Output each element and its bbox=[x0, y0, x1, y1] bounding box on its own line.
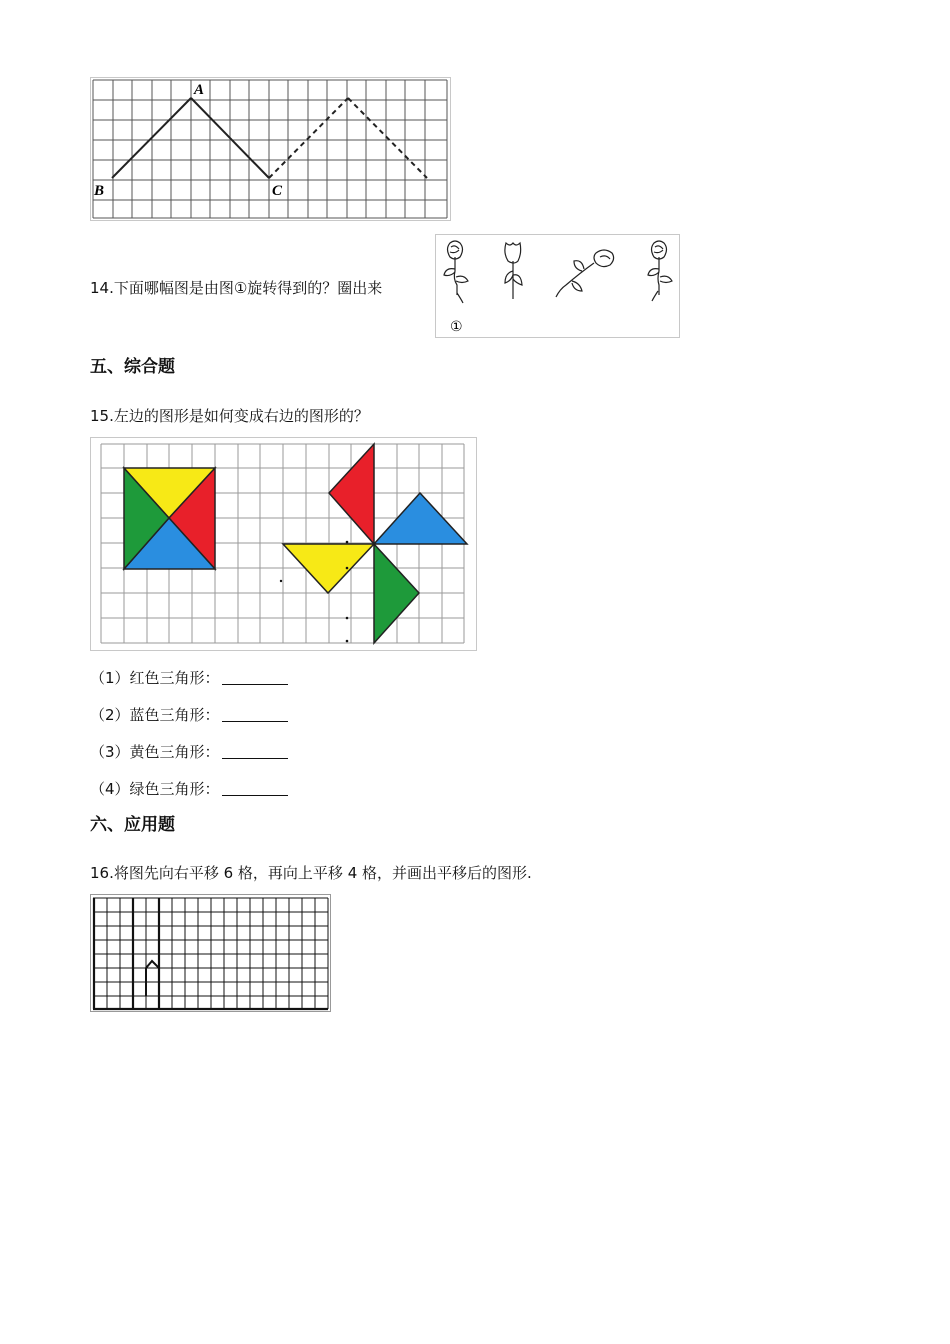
section-6-title: 六、应用题 bbox=[90, 815, 175, 835]
answer-label-green: （4）绿色三角形： bbox=[90, 780, 220, 798]
question-16: 16.将图先向右平移 6 格，再向上平移 4 格，并画出平移后的图形. bbox=[90, 864, 532, 882]
rose-4-icon bbox=[648, 241, 672, 301]
question-15: 15.左边的图形是如何变成右边的图形的？ bbox=[90, 407, 369, 425]
rose-1-icon bbox=[444, 241, 468, 303]
rose-options-svg bbox=[436, 235, 679, 337]
question-14: 14.下面哪幅图是由图①旋转得到的？圈出来 bbox=[90, 279, 383, 297]
grid-figure-abc bbox=[90, 77, 451, 221]
pinwheel-svg bbox=[91, 438, 476, 650]
rose-3-icon bbox=[556, 250, 614, 297]
label-c: C bbox=[272, 183, 283, 199]
option-label: ① bbox=[450, 319, 463, 335]
translation-grid-figure bbox=[90, 894, 331, 1012]
answer-line-1 bbox=[90, 668, 288, 688]
answer-blank-green[interactable] bbox=[222, 781, 288, 796]
section-5-title: 五、综合题 bbox=[90, 357, 175, 377]
answer-line-4 bbox=[90, 779, 288, 799]
answer-line-3 bbox=[90, 742, 288, 762]
rose-2-icon bbox=[505, 243, 522, 299]
grid-figure-abc-svg bbox=[91, 78, 450, 220]
answer-label-red: （1）红色三角形： bbox=[90, 669, 220, 687]
answer-label-blue: （2）蓝色三角形： bbox=[90, 706, 220, 724]
label-b: B bbox=[94, 183, 105, 199]
pinwheel-figure bbox=[90, 437, 477, 651]
label-a: A bbox=[194, 82, 205, 98]
answer-blank-blue[interactable] bbox=[222, 707, 288, 722]
house-shape bbox=[146, 961, 159, 996]
answer-line-2 bbox=[90, 705, 288, 725]
rose-options-figure bbox=[435, 234, 680, 338]
answer-blank-red[interactable] bbox=[222, 670, 288, 685]
dashed-segment-2 bbox=[348, 98, 427, 178]
answer-label-yellow: （3）黄色三角形： bbox=[90, 743, 220, 761]
translation-grid-svg bbox=[91, 895, 330, 1011]
answer-blank-yellow[interactable] bbox=[222, 744, 288, 759]
